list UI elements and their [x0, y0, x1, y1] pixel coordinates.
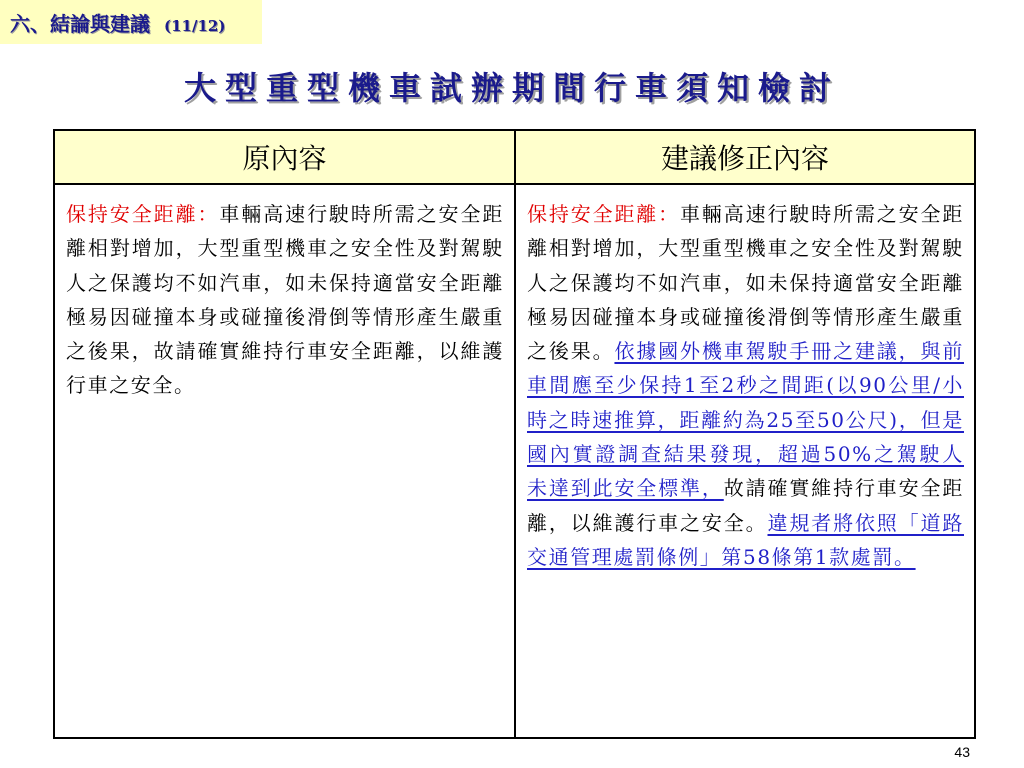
original-label: 保持安全距離： [66, 202, 220, 226]
revised-body: 車輛高速行駛時所需之安全距離相對增加，大型重型機車之安全性及對駕駛人之保護均不如汽車，如未保持適當安全距離極易因碰撞本身或碰撞後滑倒等情形產生嚴重之後果。 [527, 202, 964, 364]
table-header-row [54, 130, 975, 184]
section-label: 六、結論與建議 [10, 12, 150, 36]
column-header-revised: 建議修正內容 [515, 130, 975, 184]
slide-title: 大型重型機車試辦期間行車須知檢討 [183, 69, 840, 107]
revised-middle-text: 故請確實維持行車安全距離，以維護行車之安全。 [527, 476, 964, 535]
revised-added-text-2: 違規者將依照「道路交通管理處罰條例」第58條第1款處罰。 [527, 510, 964, 569]
revised-label: 保持安全距離： [527, 202, 681, 226]
original-body: 車輛高速行駛時所需之安全距離相對增加，大型重型機車之安全性及對駕駛人之保護均不如汽車，如未保持適當安全距離極易因碰撞本身或碰撞後滑倒等情形產生嚴重之後果，故請確實維持行車安全距離，以維護行車之安全。 [66, 202, 504, 398]
revised-content-cell [515, 184, 975, 738]
revised-added-text-1: 依據國外機車駕駛手冊之建議，與前車間應至少保持1至2秒之間距(以90公里/小時之時速推算，距離約為25至50公尺)，但是國內實證調查結果發現，超過50%之駕駛人未達到此安全標準， [527, 339, 964, 501]
section-page-indicator: (11/12) [164, 17, 226, 35]
page-number: 43 [954, 744, 970, 760]
table-row [54, 184, 975, 738]
column-header-original: 原內容 [54, 130, 515, 184]
comparison-table [53, 129, 976, 739]
original-content-cell [54, 184, 515, 738]
section-tag [0, 0, 262, 44]
